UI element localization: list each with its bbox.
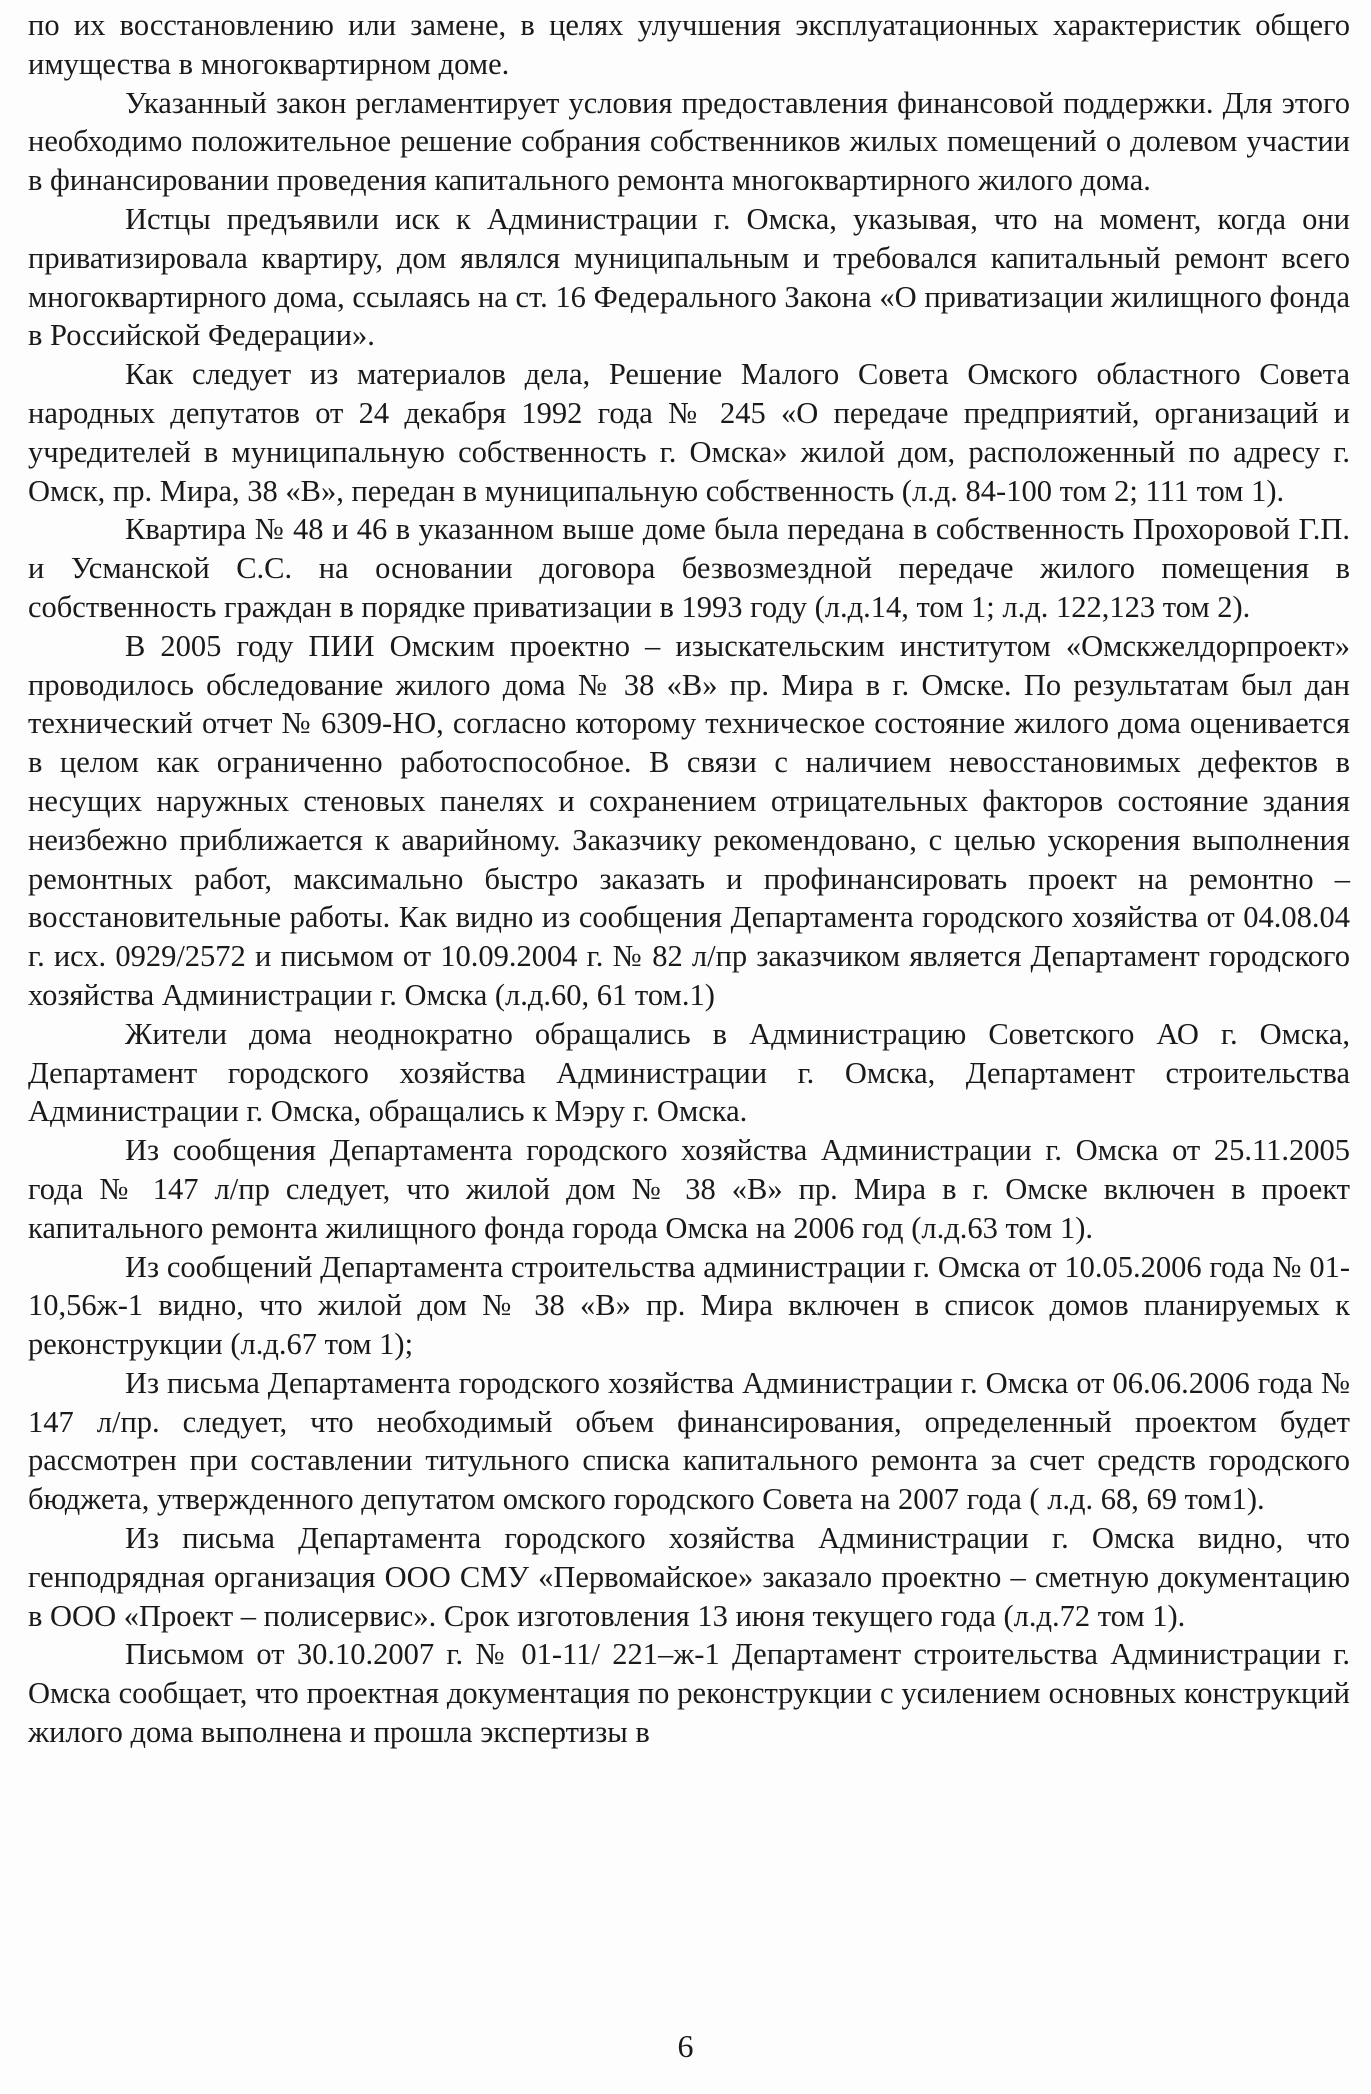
paragraph-12: Письмом от 30.10.2007 г. № 01-11/ 221–ж-1 Департамент строительства Администрации г. Омска сообщает, что проектная документация по реконструкции с усилением основных конструкций жилого дома выполнена и прошла экспертизы в [28,1637,1350,1750]
paragraph-6: В 2005 году ПИИ Омским проектно – изыскательским институтом «Омскжелдорпроект» проводилось обследование жилого дома № 38 «В» пр. Мира в г. Омске. По результатам был дан технический отчет № 6309-НО, согласно которому техническое состояние жилого дома оценивается в целом как ограниченно работоспособное. В связи с наличием невосстановимых дефектов в несущих наружных стеновых панелях и сохранением отрицательных факторов состояние здания неизбежно приближается к аварийному. Заказчику рекомендовано, с целью ускорения выполнения ремонтных работ, максимально быстро заказать и профинансировать проект на ремонтно – восстановительные работы. Как видно из сообщения Департамента городского хозяйства от 04.08.04 г. исх. 0929/2572 и письмом от 10.09.2004 г. № 82 л/пр заказчиком является Департамент городского хозяйства Администрации г. Омска (л.д.60, 61 том.1) [28,628,1350,1012]
paragraph-4: Как следует из материалов дела, Решение Малого Совета Омского областного Совета народных депутатов от 24 декабря 1992 года № 245 «О передаче предприятий, организаций и учредителей в муниципальную собственность г. Омска» жилой дом, расположенный по адресу г. Омск, пр. Мира, 38 «В», передан в муниципальную собственность (л.д. 84-100 том 2; 111 том 1). [28,357,1350,508]
paragraph-7: Жители дома неоднократно обращались в Администрацию Советского АО г. Омска, Департамент городского хозяйства Администрации г. Омска, Департамент строительства Администрации г. Омска, обращались к Мэру г. Омска. [28,1016,1350,1129]
page-number: 6 [677,2028,694,2064]
paragraph-11: Из письма Департамента городского хозяйства Администрации г. Омска видно, что генподрядная организация ООО СМУ «Первомайское» заказало проектно – сметную документацию в ООО «Проект – полисервис». Срок изготовления 13 июня текущего года (л.д.72 том 1). [28,1521,1350,1633]
paragraph-1: по их восстановлению или замене, в целях улучшения эксплуатационных характеристик общего имущества в многоквартирном доме. [28,8,1350,81]
paragraph-5: Квартира № 48 и 46 в указанном выше доме была передана в собственность Прохоровой Г.П. и Усманской С.С. на основании договора безвозмездной передаче жилого помещения в собственность граждан в порядке приватизации в 1993 году (л.д.14, том 1; л.д. 122,123 том 2). [28,512,1350,624]
paragraph-3: Истцы предъявили иск к Администрации г. Омска, указывая, что на момент, когда они приватизировала квартиру, дом являлся муниципальным и требовался капитальный ремонт всего многоквартирного дома, ссылаясь на ст. 16 Федерального Закона «О приватизации жилищного фонда в Российской Федерации». [28,201,1350,353]
paragraph-10: Из письма Департамента городского хозяйства Администрации г. Омска от 06.06.2006 года № 147 л/пр. следует, что необходимый объем финансирования, определенный проектом будет рассмотрен при составлении титульного списка капитального ремонта за счет средств городского бюджета, утвержденного депутатом омского городского Совета на 2007 года ( л.д. 68, 69 том1). [28,1365,1350,1517]
paragraph-8: Из сообщения Департамента городского хозяйства Администрации г. Омска от 25.11.2005 года № 147 л/пр следует, что жилой дом № 38 «В» пр. Мира в г. Омске включен в проект капитального ремонта жилищного фонда города Омска на 2006 год (л.д.63 том 1). [28,1133,1350,1245]
paragraph-9: Из сообщений Департамента строительства администрации г. Омска от 10.05.2006 года № 01-10,56ж-1 видно, что жилой дом № 38 «В» пр. Мира включен в список домов планируемых к реконструкции (л.д.67 том 1); [28,1249,1350,1362]
paragraph-2: Указанный закон регламентирует условия предоставления финансовой поддержки. Для этого необходимо положительное решение собрания собственников жилых помещений о долевом участии в финансировании проведения капитального ремонта многоквартирного жилого дома. [28,85,1350,198]
document-body [28,6,1350,1752]
